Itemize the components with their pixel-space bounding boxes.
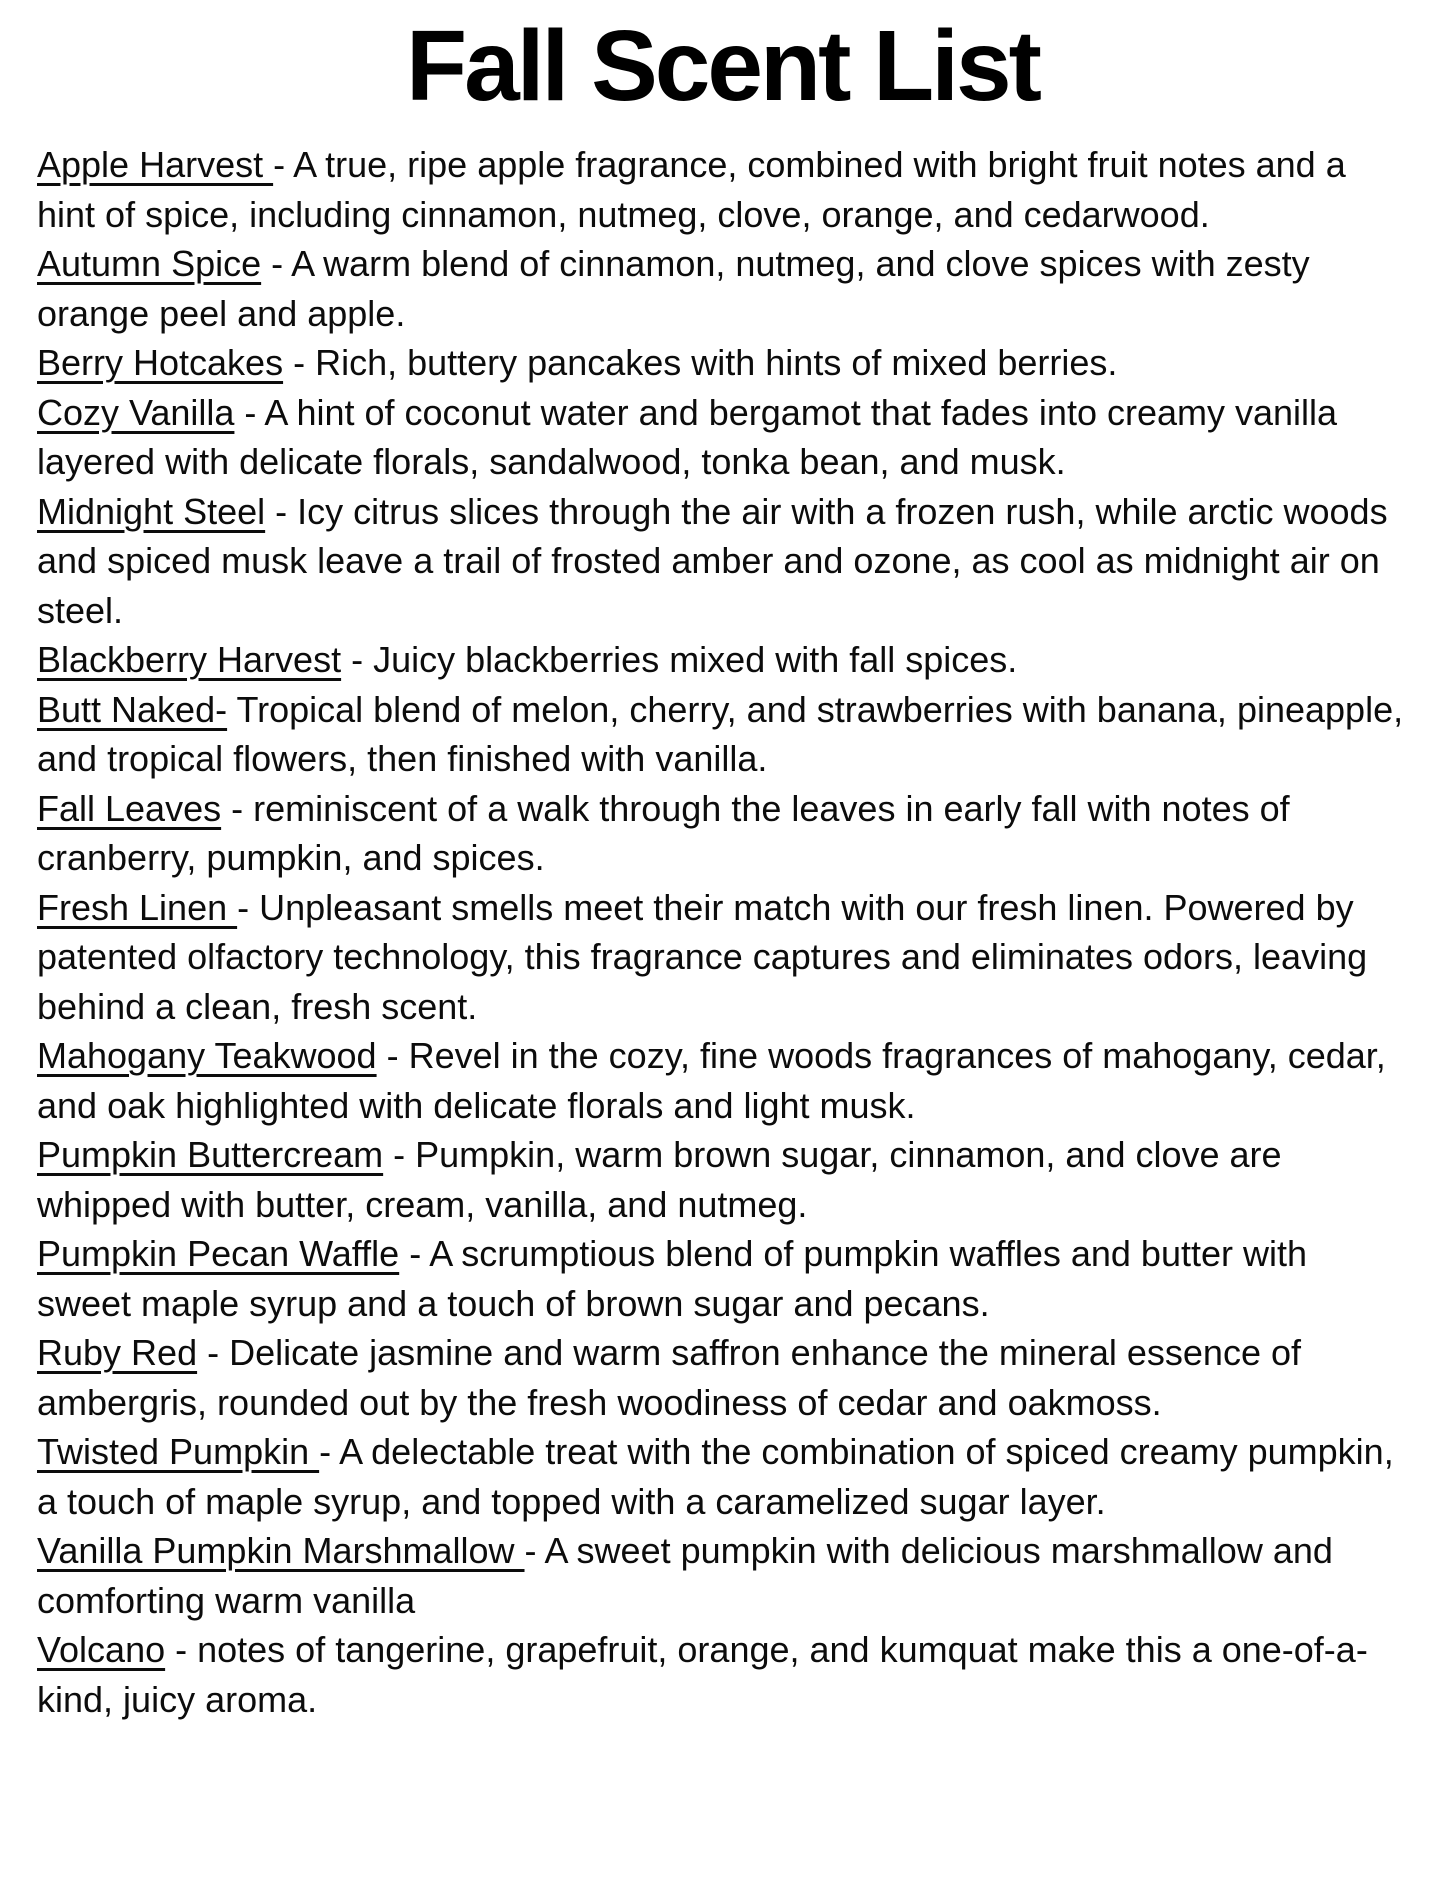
scent-name: Berry Hotcakes [37,342,284,383]
scent-name: Vanilla Pumpkin Marshmallow [37,1530,525,1571]
scent-description: - A warm blend of cinnamon, nutmeg, and clove spices with zesty orange peel and apple. [37,243,1310,334]
scent-name: Twisted Pumpkin [37,1431,320,1472]
document-page [0,10,1445,1887]
scent-description: - A sweet pumpkin with delicious marshmallow and comforting warm vanilla [37,1530,1333,1621]
scent-list [37,140,1408,1724]
scent-entry-pumpkin-pecan-waffle [37,1229,1408,1328]
scent-entry-fall-leaves [37,784,1408,883]
scent-entry-apple-harvest [37,140,1408,239]
scent-description: - Delicate jasmine and warm saffron enhance the mineral essence of ambergris, rounded out by the fresh woodiness of cedar and oakmoss. [37,1332,1301,1423]
scent-name: Midnight Steel [37,490,266,532]
scent-name: Apple Harvest [37,144,274,185]
scent-entry-fresh-linen [37,883,1408,1032]
scent-name: Mahogany Teakwood [37,1035,377,1076]
scent-entry-twisted-pumpkin [37,1427,1408,1526]
scent-entry-volcano [37,1625,1408,1724]
scent-name: Fall Leaves [37,787,222,829]
scent-description: - reminiscent of a walk through the leaves in early fall with notes of cranberry, pumpkin, and spices. [37,787,1290,878]
scent-description: - Unpleasant smells meet their match with our fresh linen. Powered by patented olfactory technology, this fragrance captures and eliminates odors, leaving behind a clean, fresh scent. [37,886,1368,1027]
scent-entry-cozy-vanilla [37,388,1408,487]
scent-name: Volcano [37,1629,166,1670]
scent-entry-midnight-steel [37,487,1408,636]
scent-entry-pumpkin-buttercream [37,1130,1408,1229]
scent-entry-autumn-spice [37,239,1408,338]
scent-entry-vanilla-pumpkin-marshmallow [37,1526,1408,1625]
scent-entry-blackberry-harvest [37,635,1408,685]
scent-entry-berry-hotcakes [37,338,1408,388]
scent-name: Pumpkin Buttercream [37,1134,384,1175]
scent-description: - A scrumptious blend of pumpkin waffles and butter with sweet maple syrup and a touch of brown sugar and pecans. [37,1233,1308,1324]
scent-entry-mahogany-teakwood [37,1031,1408,1130]
scent-name: Pumpkin Pecan Waffle [37,1233,400,1274]
scent-name: Cozy Vanilla [37,391,235,433]
scent-description: - Juicy blackberries mixed with fall spices. [341,639,1018,680]
scent-entry-butt-naked [37,685,1408,784]
scent-name: Blackberry Harvest [37,639,342,680]
scent-name: Ruby Red [37,1332,198,1373]
scent-description: - A hint of coconut water and bergamot that fades into creamy vanilla layered with delicate florals, sandalwood, tonka bean, and musk. [37,391,1338,482]
scent-description: - A delectable treat with the combination of spiced creamy pumpkin, a touch of maple syrup, and topped with a caramelized sugar layer. [37,1431,1394,1522]
page-title: Fall Scent List [406,10,1039,122]
scent-name: Autumn Spice [37,243,262,284]
scent-description: - notes of tangerine, grapefruit, orange, and kumquat make this a one-of-a-kind, juicy aroma. [37,1629,1368,1720]
scent-description: - A true, ripe apple fragrance, combined with bright fruit notes and a hint of spice, including cinnamon, nutmeg, clove, orange, and cedarwood. [37,144,1346,235]
scent-description: - Icy citrus slices through the air with a frozen rush, while arctic woods and spiced musk leave a trail of frosted amber and ozone, as cool as midnight air on steel. [37,490,1388,631]
scent-description: - Revel in the cozy, fine woods fragrances of mahogany, cedar, and oak highlighted with delicate florals and light musk. [37,1035,1386,1126]
scent-description: Tropical blend of melon, cherry, and strawberries with banana, pineapple, and tropical flowers, then finished with vanilla. [37,688,1404,779]
scent-name: Fresh Linen [37,886,238,928]
scent-entry-ruby-red [37,1328,1408,1427]
scent-description: - Pumpkin, warm brown sugar, cinnamon, and clove are whipped with butter, cream, vanilla, and nutmeg. [37,1134,1282,1225]
scent-description: - Rich, buttery pancakes with hints of mixed berries. [283,342,1118,383]
scent-name: Butt Naked- [37,688,228,730]
